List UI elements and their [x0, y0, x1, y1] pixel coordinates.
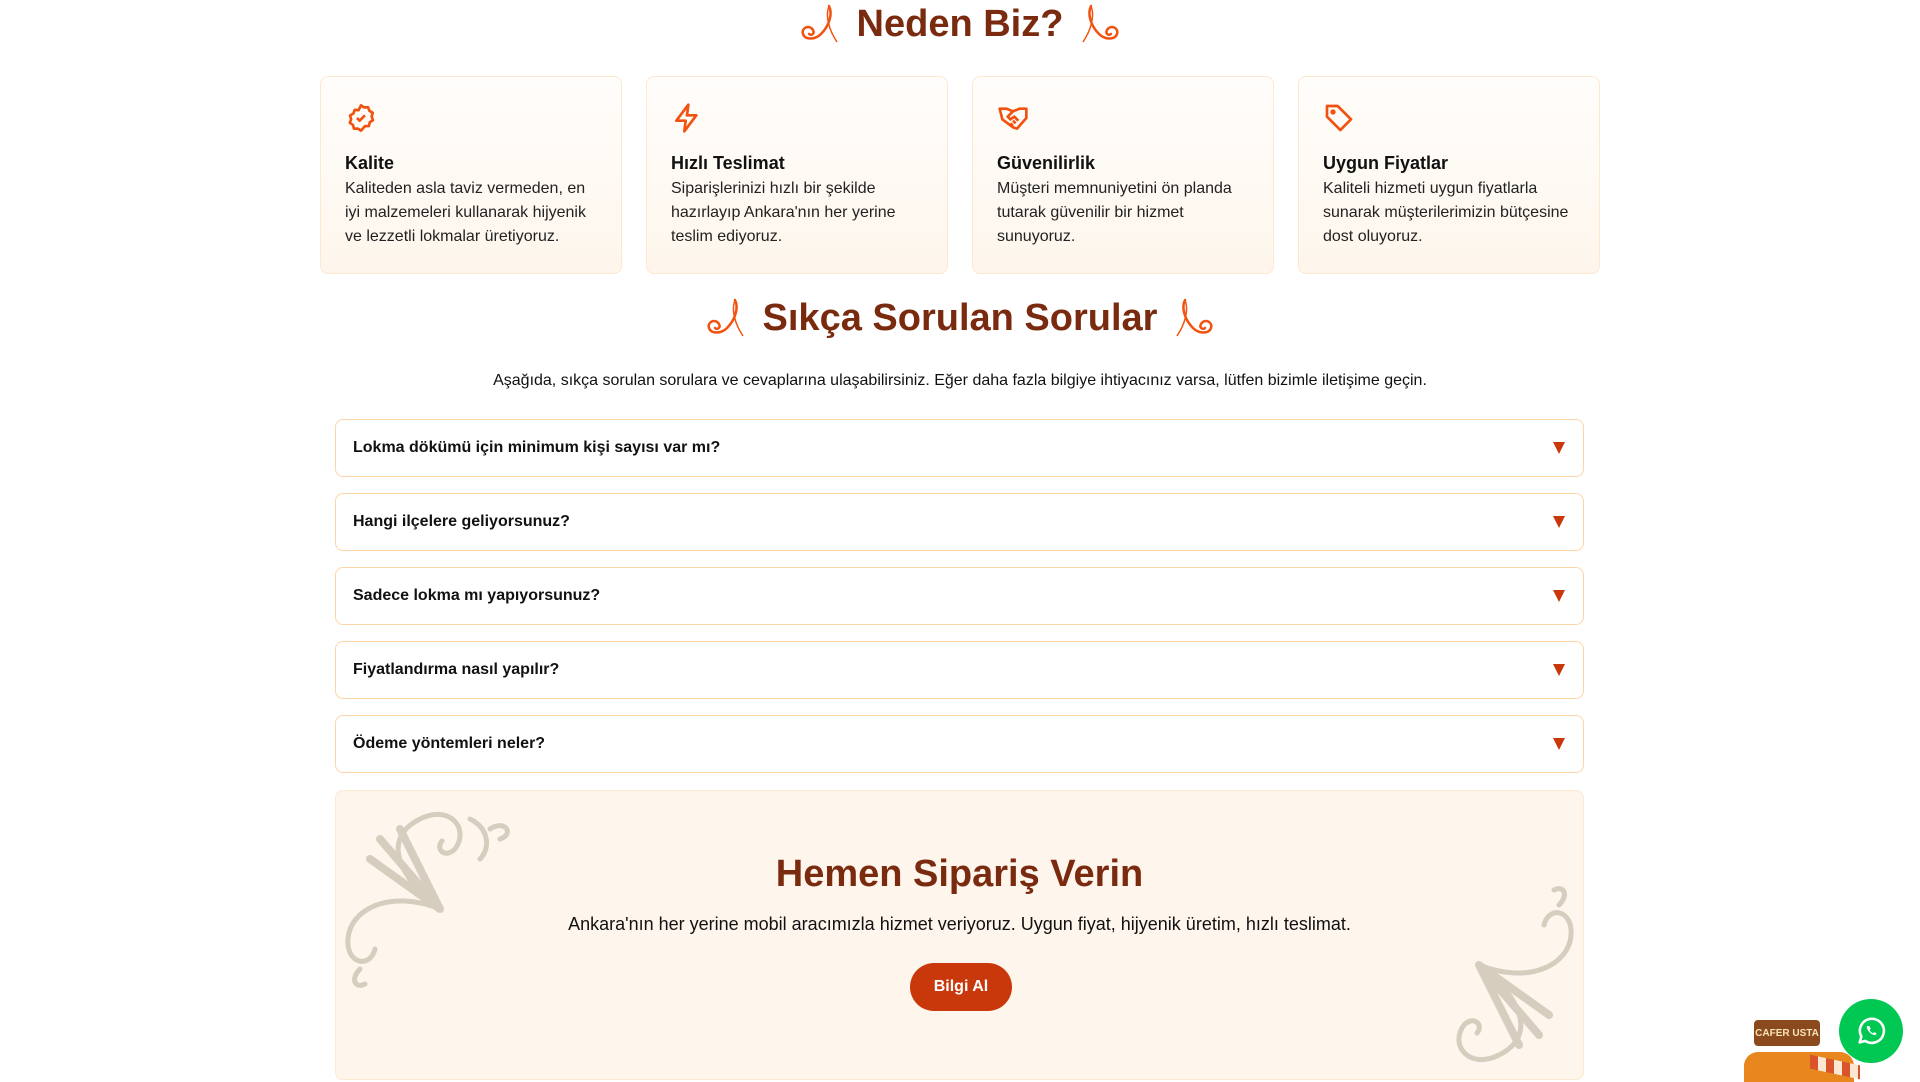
feature-text: Siparişlerinizi hızlı bir şekilde hazırlayıp Ankara'nın her yerine teslim ediyoruz. — [671, 180, 896, 245]
caret-down-icon — [1553, 664, 1565, 676]
faq-item[interactable] — [335, 493, 1584, 551]
order-cta-section — [335, 790, 1584, 1080]
caret-down-icon — [1553, 590, 1565, 602]
feature-title: Hızlı Teslimat — [671, 153, 785, 173]
whatsapp-icon — [1854, 1014, 1888, 1048]
feature-title: Güvenilirlik — [997, 153, 1096, 173]
caret-down-icon — [1553, 738, 1565, 750]
feature-card-reliability — [972, 76, 1274, 274]
badge-check-icon — [345, 102, 377, 134]
truck-sign: CAFER USTA — [1754, 1020, 1820, 1046]
ornament-left-icon — [799, 4, 839, 44]
faq-question: Hangi ilçelere geliyorsunuz? — [353, 513, 570, 530]
feature-card-delivery — [646, 76, 948, 274]
info-button[interactable]: Bilgi Al — [910, 963, 1012, 1011]
why-us-title: Neden Biz? — [856, 2, 1064, 45]
faq-item[interactable] — [335, 641, 1584, 699]
feature-title: Uygun Fiyatlar — [1323, 153, 1449, 173]
handshake-icon — [997, 102, 1029, 134]
cta-title: Hemen Sipariş Verin — [775, 853, 1144, 895]
cta-text: Ankara'nın her yerine mobil aracımızla hizmet veriyoruz. Uygun fiyat, hijyenik üretim, hızlı teslimat. — [568, 914, 1351, 934]
faq-heading — [0, 296, 1920, 340]
feature-card-prices — [1298, 76, 1600, 274]
faq-question: Sadece lokma mı yapıyorsunuz? — [353, 587, 601, 604]
faq-item[interactable] — [335, 715, 1584, 773]
feature-text: Kaliteli hizmeti uygun fiyatlarla sunarak müşterilerimizin bütçesine dost oluyoruz. — [1323, 180, 1569, 245]
ornament-right-icon — [1175, 298, 1215, 338]
price-tag-icon — [1323, 102, 1355, 134]
faq-question: Fiyatlandırma nasıl yapılır? — [353, 661, 560, 678]
feature-text: Kaliteden asla taviz vermeden, en iyi malzemeleri kullanarak hijyenik ve lezzetli lokmalar üretiyoruz. — [345, 180, 586, 245]
caret-down-icon — [1553, 516, 1565, 528]
feature-text: Müşteri memnuniyetini ön planda tutarak güvenilir bir hizmet sunuyoruz. — [997, 180, 1232, 245]
ornament-left-icon — [705, 298, 745, 338]
why-us-heading — [0, 2, 1920, 46]
faq-question: Lokma dökümü için minimum kişi sayısı var mı? — [353, 439, 721, 456]
caret-down-icon — [1553, 442, 1565, 454]
faq-intro: Aşağıda, sıkça sorulan sorulara ve cevaplarına ulaşabilirsiniz. Eğer daha fazla bilgiye ihtiyacınız varsa, lütfen bizimle iletişime geçin. — [493, 372, 1427, 389]
lightning-icon — [671, 102, 703, 134]
faq-title: Sıkça Sorulan Sorular — [762, 296, 1158, 339]
feature-card-quality — [320, 76, 622, 274]
feature-title: Kalite — [345, 153, 395, 173]
faq-item[interactable] — [335, 419, 1584, 477]
faq-question: Ödeme yöntemleri neler? — [353, 735, 546, 752]
ornament-right-icon — [1081, 4, 1121, 44]
faq-item[interactable] — [335, 567, 1584, 625]
whatsapp-button[interactable] — [1839, 999, 1903, 1063]
